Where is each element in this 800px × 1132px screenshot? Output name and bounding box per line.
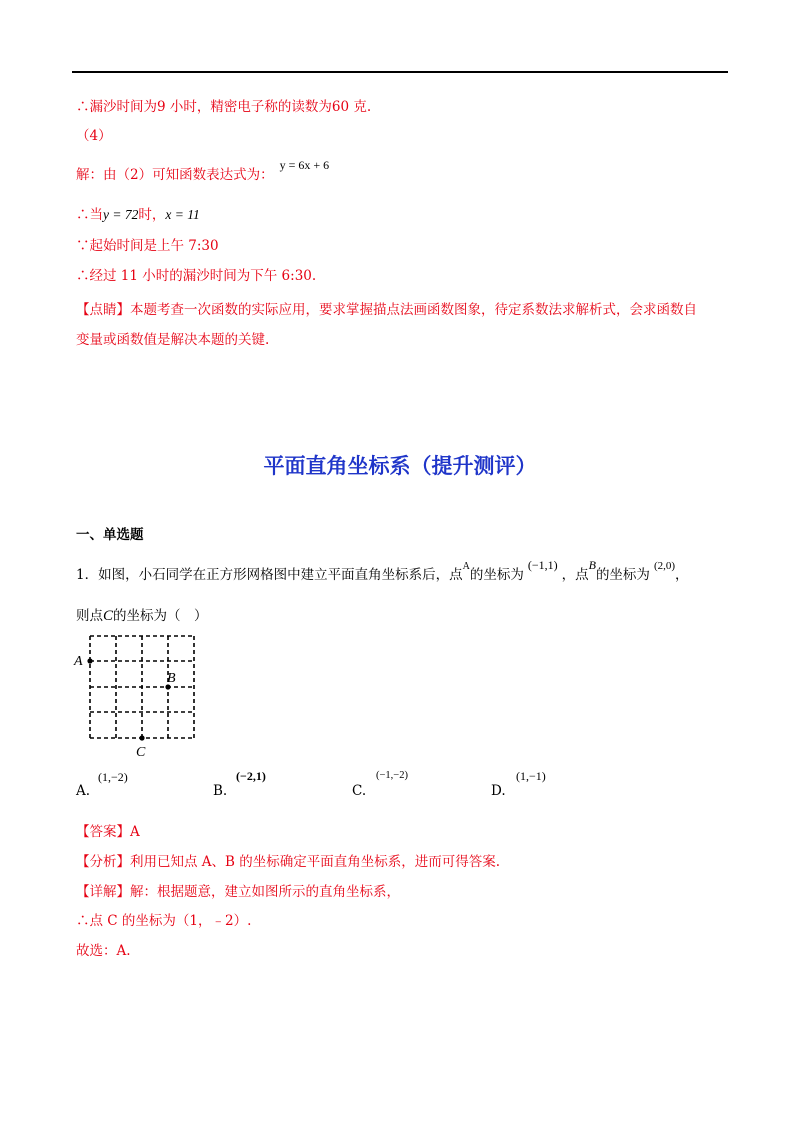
question-line-2-pre: 则点 [76, 608, 103, 624]
option-a[interactable] [76, 783, 90, 799]
prev-line-4-math-x: x = 11 [165, 207, 200, 222]
coord-b: (2,0) [653, 560, 676, 572]
prev-line-3 [76, 158, 330, 185]
question-text-3: ，点 [561, 567, 589, 583]
figure-label-c: C [136, 745, 146, 760]
choice-line: 故选：A. [76, 943, 131, 959]
answer-line: 【答案】A [76, 824, 140, 840]
point-b-label: B [588, 558, 596, 572]
option-d-value: (1,−1) [516, 769, 546, 783]
prev-line-4-math-y: y = 72 [103, 207, 139, 222]
comment-line-2: 变量或函数值是解决本题的关键. [76, 332, 270, 348]
option-d[interactable] [491, 783, 506, 799]
option-d-letter: D. [491, 783, 506, 799]
prev-line-4 [76, 206, 200, 225]
prev-line-2: （4） [76, 128, 112, 144]
header-rule [72, 71, 728, 73]
question-line-1 [76, 558, 689, 583]
question-text-1: 1．如图，小石同学在正方形网格图中建立平面直角坐标系后，点 [76, 567, 463, 583]
result-line: ∴点 C 的坐标为（1，﹣2）. [76, 913, 252, 929]
option-c-value: (−1,−2) [376, 770, 408, 781]
option-a-value: (1,−2) [98, 770, 128, 784]
comment-line-1: 【点睛】本题考查一次函数的实际应用，要求掌握描点法画函数图象，待定系数法求解析式，会求函数自 [76, 302, 697, 318]
point-c-label: C [103, 608, 114, 624]
question-text-4: 的坐标为 [595, 567, 650, 583]
question-text-2: 的坐标为 [469, 567, 524, 583]
coord-a: (−1,1) [527, 558, 558, 572]
question-text-5: ， [675, 567, 689, 583]
option-c-letter: C. [352, 783, 367, 799]
option-b-letter: B. [213, 783, 228, 799]
prev-line-1: ∴漏沙时间为9 小时，精密电子称的读数为60 克. [76, 99, 372, 115]
section-heading: 一、单选题 [76, 527, 144, 543]
grid-lines [90, 636, 194, 738]
option-c[interactable] [352, 783, 366, 799]
detail-line: 【详解】解：根据题意，建立如图所示的直角坐标系， [76, 884, 400, 900]
grid-figure [70, 628, 220, 763]
analysis-line: 【分析】利用已知点 A、B 的坐标确定平面直角坐标系，进而可得答案. [76, 854, 501, 870]
option-b[interactable] [213, 783, 227, 799]
page-title: 平面直角坐标系（提升测评） [263, 454, 537, 478]
prev-line-4-mid: 时， [138, 207, 166, 223]
question-line-2-post: 的坐标为（ ） [113, 608, 208, 624]
prev-line-6: ∴经过 11 小时的漏沙时间为下午 6:30. [76, 268, 317, 284]
point-a-label: A [462, 561, 470, 572]
prev-line-5: ∵起始时间是上午 7:30 [76, 238, 219, 254]
function-formula: y = 6x + 6 [279, 158, 330, 172]
option-a-letter: A. [76, 783, 91, 799]
point-c [139, 735, 144, 740]
figure-label-a: A [74, 654, 83, 669]
option-b-value: (−2,1) [236, 769, 266, 783]
figure-label-b: B [167, 671, 176, 686]
prev-line-3-text: 解：由（2）可知函数表达式为： [76, 167, 274, 183]
prev-line-4-pre: ∴当 [76, 207, 103, 223]
question-line-2 [76, 604, 208, 625]
point-a [87, 658, 92, 663]
